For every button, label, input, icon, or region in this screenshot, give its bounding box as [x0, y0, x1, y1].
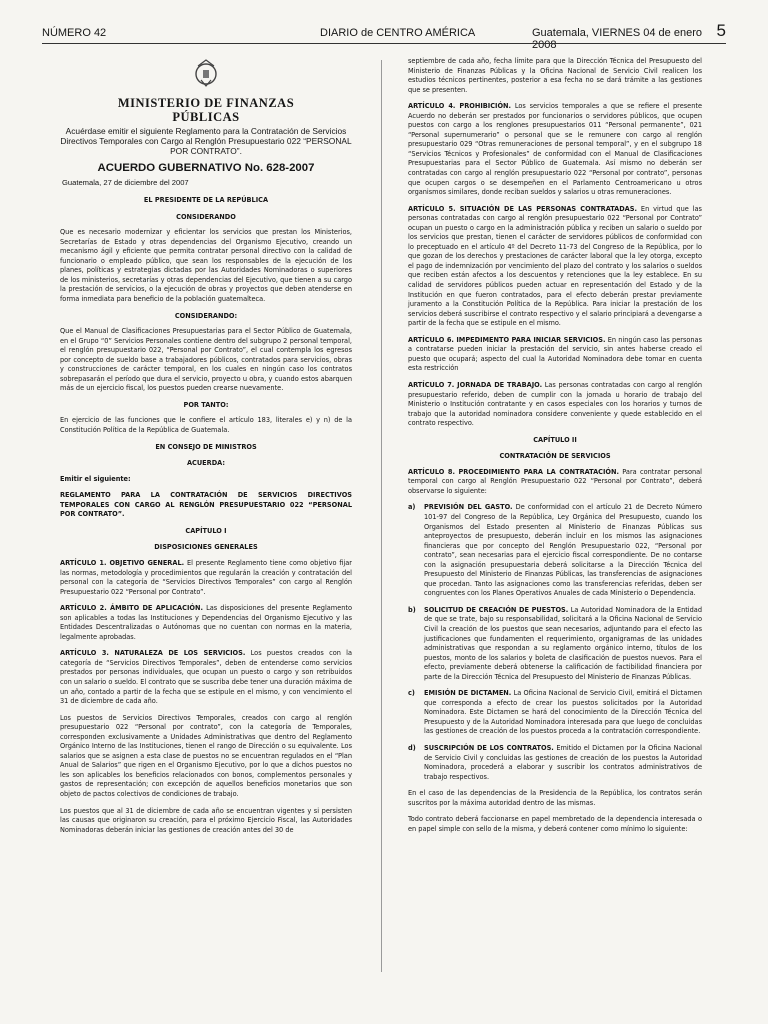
item-d-label: SUSCRIPCIÓN DE LOS CONTRATOS. [424, 743, 554, 752]
article-6-text: En ningún caso las personas a contratarse pueden iniciar la prestación del servicio, sin antes haberse creado el puesto que ocupará; aspecto del cual la Autoridad Nominadora debe tomar en cuenta esta restricción [408, 334, 702, 373]
item-d-text: Emitido el Dictamen por la Oficina Nacional de Servicio Civil y concluidas las gestiones de creación de los puestos la Autoridad Nominadora, procederá a elaborar y suscribir los contratos administrativos de trabajo respectivos. [424, 743, 702, 781]
acuerda-heading: ACUERDA: [186, 458, 226, 468]
ministry-name-line1: MINISTERIO DE FINANZAS [117, 96, 295, 110]
article-2-label: ARTÍCULO 2. ÁMBITO DE APLICACIÓN. [60, 603, 203, 613]
closing-paragraph-1: En el caso de las dependencias de la Presidencia de la República, los contratos serán suscritos por la máxima autoridad dentro de las mismas. [408, 788, 702, 807]
considerando-paragraph-2: Que el Manual de Clasificaciones Presupuestarias para el Sector Público de Guatemala, en el Grupo “0” Servicios Personales contiene dentro del subgrupo 2 personal temporal, el renglón presupuestario 022, “Personal por Contrato”, el cual contempla los egresos por concepto de sueldo base a trabajadores públicos, contratados para servicios, obras y construcciones de carácter temporal, en los cuales en ningún caso los contratos sobrepasarán el período que dura el servicio, proyecto u obra, y cuando estos abarquen más de un ejercicio fiscal, los puestos pueden crearse nuevamente. [60, 326, 352, 393]
left-column [60, 56, 352, 841]
chapter-1-heading: CAPÍTULO I [185, 525, 227, 535]
considerando-paragraph-1: Que es necesario modernizar y eficientar los servicios que prestan los Ministerios, Secretarías de Estado y otras dependencias del Organismo Ejecutivo, creando un mecanismo ágil y eficiente que permita contratar personal directivo con la calidad de funcionario o empleado público, que sean los responsables de la ejecución de los planes, políticas y estrategias dictadas por las Autoridades Nominadoras o superiores de los ministerios, secretarías y otras dependencias del Ejecutivo, que tienen a su cargo la prestación de servicios, o la ejecución de obras y proyectos que deben atenderse en forma inmediata para beneficio de la población guatemalteca. [60, 227, 352, 304]
list-item [408, 688, 702, 736]
decree-place-date: Guatemala, 27 de diciembre del 2007 [62, 177, 189, 187]
page-number: 5 [716, 21, 726, 40]
article-3-text: Los puestos creados con la categoría de “Servicios Directivos Temporales”, deben de entenderse como servicios prestados por personas individuales, que ocupan un puesto o cargo y son retribuidos con un salario o sueldo. El contrato que se suscriba debe tener una duración máxima de un año, contado a partir de la fecha que se estipule en el mismo, y con vencimiento el 31 de diciembre de cada año. [60, 648, 353, 706]
article-1-label: ARTÍCULO 1. OBJETIVO GENERAL. [60, 557, 185, 567]
article-8-text: Para contratar personal temporal con cargo al Renglón Presupuestario 022 “Personal por Contrato”, deberá observarse lo siguiente: [408, 466, 702, 495]
article-7-label: ARTÍCULO 7. JORNADA DE TRABAJO. [408, 379, 543, 389]
column-divider [381, 60, 382, 972]
item-c-key: c) [408, 688, 415, 698]
page-header [42, 18, 726, 51]
article-2 [60, 603, 352, 641]
article-2-text: Las disposiciones del presente Reglamento son aplicables a todas las Instituciones y Dependencias del Organismo Ejecutivo y las Entidades Descentralizadas o Autónomas que no cuentan con normas en la materia, legalmente aprobadas. [60, 603, 352, 641]
continuation-paragraph: septiembre de cada año, fecha límite para que la Dirección Técnica del Presupuesto del Ministerio de Finanzas Públicas y la Oficina Nacional de Servicio Civil realicen los estudios técnicos pertinentes, posterior a esa fecha no se dará trámite a las gestiones que se presenten. [408, 56, 702, 94]
por-tanto-paragraph: En ejercicio de las funciones que le confiere el artículo 183, literales e) y n) de la Constitución Política de la República de Guatemala. [60, 415, 352, 435]
article-3-label: ARTÍCULO 3. NATURALEZA DE LOS SERVICIOS. [60, 648, 246, 658]
item-b-key: b) [408, 604, 416, 614]
item-d-key: d) [408, 743, 416, 752]
publication-name: DIARIO de CENTRO AMÉRICA [320, 27, 476, 39]
considerando-heading-2: CONSIDERANDO: [174, 310, 238, 320]
item-c-text: La Oficina Nacional de Servicio Civil, emitirá el Dictamen que corresponda a efecto de crear los puestos solicitados por la Autoridad Nominadora. Este Dictamen se hará del conocimiento de la Dirección Técnica del Presupuesto y de la Autoridad Nominadora interesada para que luego de concluidas las gestiones de creación de los puestos proceda a la contratación correspondiente. [424, 688, 702, 736]
article-8-label: ARTÍCULO 8. PROCEDIMIENTO PARA LA CONTRATACIÓN. [408, 466, 619, 476]
president-heading: EL PRESIDENTE DE LA REPÚBLICA [143, 195, 269, 205]
article-8 [408, 467, 702, 496]
coat-of-arms-seal [192, 56, 220, 92]
article-6-label: ARTÍCULO 6. IMPEDIMENTO PARA INICIAR SERVICIOS. [408, 334, 606, 344]
article-4-text: Los servicios temporales a que se refiere el presente Acuerdo no deberán ser prestados por funcionarios o servidores públicos, que ocupen puestos con cargo a los renglones presupuestarios 011 “Personal permanente”, 021 “Personal supernumerario” o personal que se le remunere con cargo al renglón presupuestario 029 “Otras remuneraciones de personal temporal”, y en el subgrupo 18 “Servicios Técnicos y Profesionales” de conformidad con el Manual de Clasificaciones Presupuestarias para el Sector Público de Guatemala. Así mismo no deberán ser contratadas con cargo al renglón presupuestario 022 “Personal por contrato”, personas que ocupen cargos o se desempeñen en el Parlamento Centroamericano u otros organismos similares, donde reciban sueldos y salarios u otras remuneraciones. [408, 101, 702, 197]
article-4-label: ARTÍCULO 4. PROHIBICIÓN. [408, 101, 512, 111]
item-a-label: PREVISIÓN DEL GASTO. [424, 502, 513, 512]
disposiciones-heading: DISPOSICIONES GENERALES [154, 542, 258, 552]
por-tanto-heading: POR TANTO: [183, 399, 229, 409]
decree-title: ACUERDO GUBERNATIVO No. 628-2007 [97, 162, 315, 174]
closing-paragraph-2: Todo contrato deberá faccionarse en papel membretado de la dependencia interesada o en papel simple con sello de la misma, y deberá contener como mínimo lo siguiente: [408, 814, 702, 833]
article-7 [408, 380, 702, 428]
list-item [408, 605, 702, 681]
reglamento-title: REGLAMENTO PARA LA CONTRATACIÓN DE SERVICIOS DIRECTIVOS TEMPORALES CON CARGO AL RENGLÓN PRESUPUESTARIO 022 “PERSONAL POR CONTRATO”. [60, 490, 352, 519]
list-item [408, 502, 702, 597]
item-a-key: a) [408, 502, 416, 512]
article-4 [408, 101, 702, 196]
article-1 [60, 558, 352, 596]
article-8-items [408, 502, 702, 781]
emitir-line: Emitir el siguiente: [60, 473, 131, 483]
item-b-label: SOLICITUD DE CREACIÓN DE PUESTOS. [424, 604, 569, 614]
ministry-name-line2: PÚBLICAS [172, 110, 240, 124]
article-7-text: Las personas contratadas con cargo al renglón presupuestario referido, deben de cumplir con la jornada u horario de trabajo del Ministerio o Institución contratante y en casos especiales con los horarios y turnos de trabajo que la autoridad nominadora considere conveniente y quede establecido en el contrato respectivo. [408, 379, 702, 428]
contratacion-heading: CONTRATACIÓN DE SERVICIOS [499, 451, 611, 461]
chapter-2-heading: CAPÍTULO II [533, 434, 577, 444]
item-c-label: EMISIÓN DE DICTAMEN. [424, 688, 512, 698]
issue-number: NÚMERO 42 [42, 27, 107, 39]
considerando-heading-1: CONSIDERANDO [176, 211, 236, 221]
article-6 [408, 335, 702, 373]
list-item [408, 743, 702, 781]
item-b-text: La Autoridad Nominadora de la Entidad de que se trate, bajo su responsabilidad, solicitará a la Oficina Nacional de Servicio Civil la creación de los puestos que sean necesarios, adjuntando para el efecto las justificaciones que fundamenten el requerimiento, organigramas de las unidades administrativas que respondan a su reglamento orgánico interno, títulos de los puestos, monto de los salarios y boleta de clasificación de puestos nuevos. Para el efecto, previamente deberá obtenerse la calificación de factibilidad financiera por parte de la Dirección Técnica del Presupuesto del Ministerio de Finanzas Públicas. [424, 604, 702, 681]
header-rule [42, 43, 726, 44]
item-a-text: De conformidad con el artículo 21 de Decreto Número 101-97 del Congreso de la República, Ley Orgánica del Presupuesto, cuando los Organismos del Estado presenten al Ministerio de Finanzas Públicas sus anteproyectos de presupuesto, deberán incluir en los mismos las asignaciones financieras que por concepto del Renglón Presupuestario 022, “Personal por contrato”, sean necesarias para el ejercicio fiscal correspondiente. De no contarse con la asignación presupuestaria deberá solicitarse a la Dirección Técnica del Presupuesto del Ministerio de Finanzas Públicas, las transferencias de asignaciones que procedan. Tanto las asignaciones como las transferencias referidas, deben ser congruentes con los Planes Operativos Anuales de cada Ministerio o Dependencia. [424, 502, 702, 598]
article-5-text: En virtud que las personas contratadas con cargo al renglón presupuestario 022 “Personal por Contrato” ocupan un puesto o cargo en la administración pública y reciben un salario o sueldo por los servicios que prestan, tienen el carácter de servidores públicos de conformidad con lo preceptuado en el artículo 4º del Decreto 11-73 del Congreso de la República, por lo que gozan de los derechos y prestaciones de carácter laboral que la ley otorga, excepto el pago de indemnización por vencimiento del plazo del contrato y los salarios o sueldos que reciben están afectos a los descuentos y retenciones que la ley establece. En su calidad de servidores públicos pueden actuar en representación del Estado y de la Institución en que fueron contratados, para el efecto deberán prestar previamente juramento a la Constitución Política de la República. Para iniciar la prestación de los servicios deberá suscribirse el contrato respectivo y el salario principiará a devengarse a partir de la fecha que se estipule en el mismo. [408, 203, 702, 328]
consejo-heading: EN CONSEJO DE MINISTROS [155, 441, 257, 451]
right-column [408, 56, 702, 840]
article-3-paragraph-3: Los puestos que al 31 de diciembre de cada año se encuentran vigentes y si persisten las causas que originaron su creación, para el próximo Ejercicio Fiscal, las Autoridades Nominadoras deberán iniciar las gestiones de creación antes del 30 de [60, 805, 352, 834]
article-3-paragraph-2: Los puestos de Servicios Directivos Temporales, creados con cargo al renglón presupuestario 022 “Personal por contrato”, con la categoría de Temporales, corresponden exclusivamente a Unidades Administrativas que dentro del Reglamento Orgánico Interno de las Instituciones, tienen el rango de Dirección o su equivalente. Los salarios que se asignen a esta clase de puestos no se encuentran regulados en el “Plan Anual de Salarios” que rigen en el Organismo Ejecutivo, por lo que a dichos puestos no les son aplicables los beneficios relacionados con bonos, complementos personales y gastos de representación; con excepción de aquellos beneficios monetarios que son objeto de pactos colectivos de condiciones de trabajo. [60, 712, 352, 798]
decree-summary: Acuérdase emitir el siguiente Reglamento para la Contratación de Servicios Directivos Temporales con Cargo al Renglón Presupuestario 022 “PERSONAL POR CONTRATO”. [60, 126, 352, 156]
article-3 [60, 648, 352, 705]
article-1-text: El presente Reglamento tiene como objetivo fijar las normas, metodología y procedimientos que regularán la creación y contratación del personal con la categoría de “Servicios Directivos Temporales” con cargo al Renglón Presupuestario 022 “Personal por Contrato”. [60, 557, 352, 596]
article-5 [408, 204, 702, 328]
issue-date: Guatemala, VIERNES 04 de enero 2008 [532, 27, 702, 51]
article-5-label: ARTÍCULO 5. SITUACIÓN DE LAS PERSONAS CONTRATADAS. [408, 203, 637, 213]
